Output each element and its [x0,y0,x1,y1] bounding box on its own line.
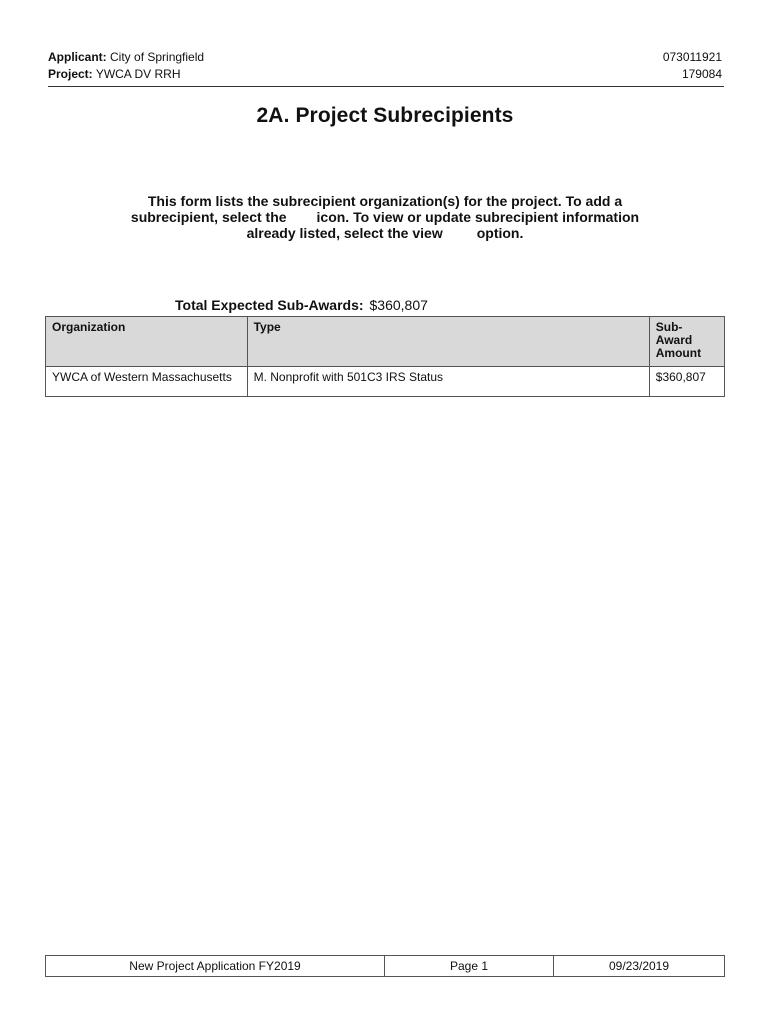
footer-page: Page 1 [385,956,554,977]
footer-application: New Project Application FY2019 [46,956,385,977]
intro-part-3: option. [476,225,524,241]
total-sub-awards [175,296,428,314]
project-value: YWCA DV RRH [95,67,181,81]
intro-part-1: This form lists the subrecipient organization(s) for the project. To add a subrecipient, select the [130,193,623,225]
header-type: Type [247,317,649,367]
applicant-value: City of Springfield [110,50,205,64]
total-label: Total Expected Sub-Awards: [175,297,364,313]
cell-type: M. Nonprofit with 501C3 IRS Status [247,367,649,397]
subrecipients-table [45,316,725,397]
applicant-id: 073011921 [662,50,722,64]
page-title: 2A. Project Subrecipients [256,104,514,127]
project-line [48,66,181,83]
cell-amount: $360,807 [649,367,724,397]
footer-date: 09/23/2019 [554,956,725,977]
intro-part-2: icon. To view or update subrecipient information already listed, select the view [246,209,640,241]
applicant-label: Applicant: [48,50,107,64]
table-header-row [46,317,725,367]
header-amount: Sub- Award Amount [649,317,724,367]
header-organization: Organization [46,317,248,367]
project-label: Project: [48,67,93,81]
applicant-line [48,49,204,66]
page-footer [45,955,725,977]
total-value: $360,807 [369,297,428,313]
project-id: 179084 [681,67,722,81]
intro-text [120,193,650,241]
cell-organization: YWCA of Western Massachusetts [46,367,248,397]
table-row[interactable] [46,367,725,397]
page-header [48,49,724,87]
